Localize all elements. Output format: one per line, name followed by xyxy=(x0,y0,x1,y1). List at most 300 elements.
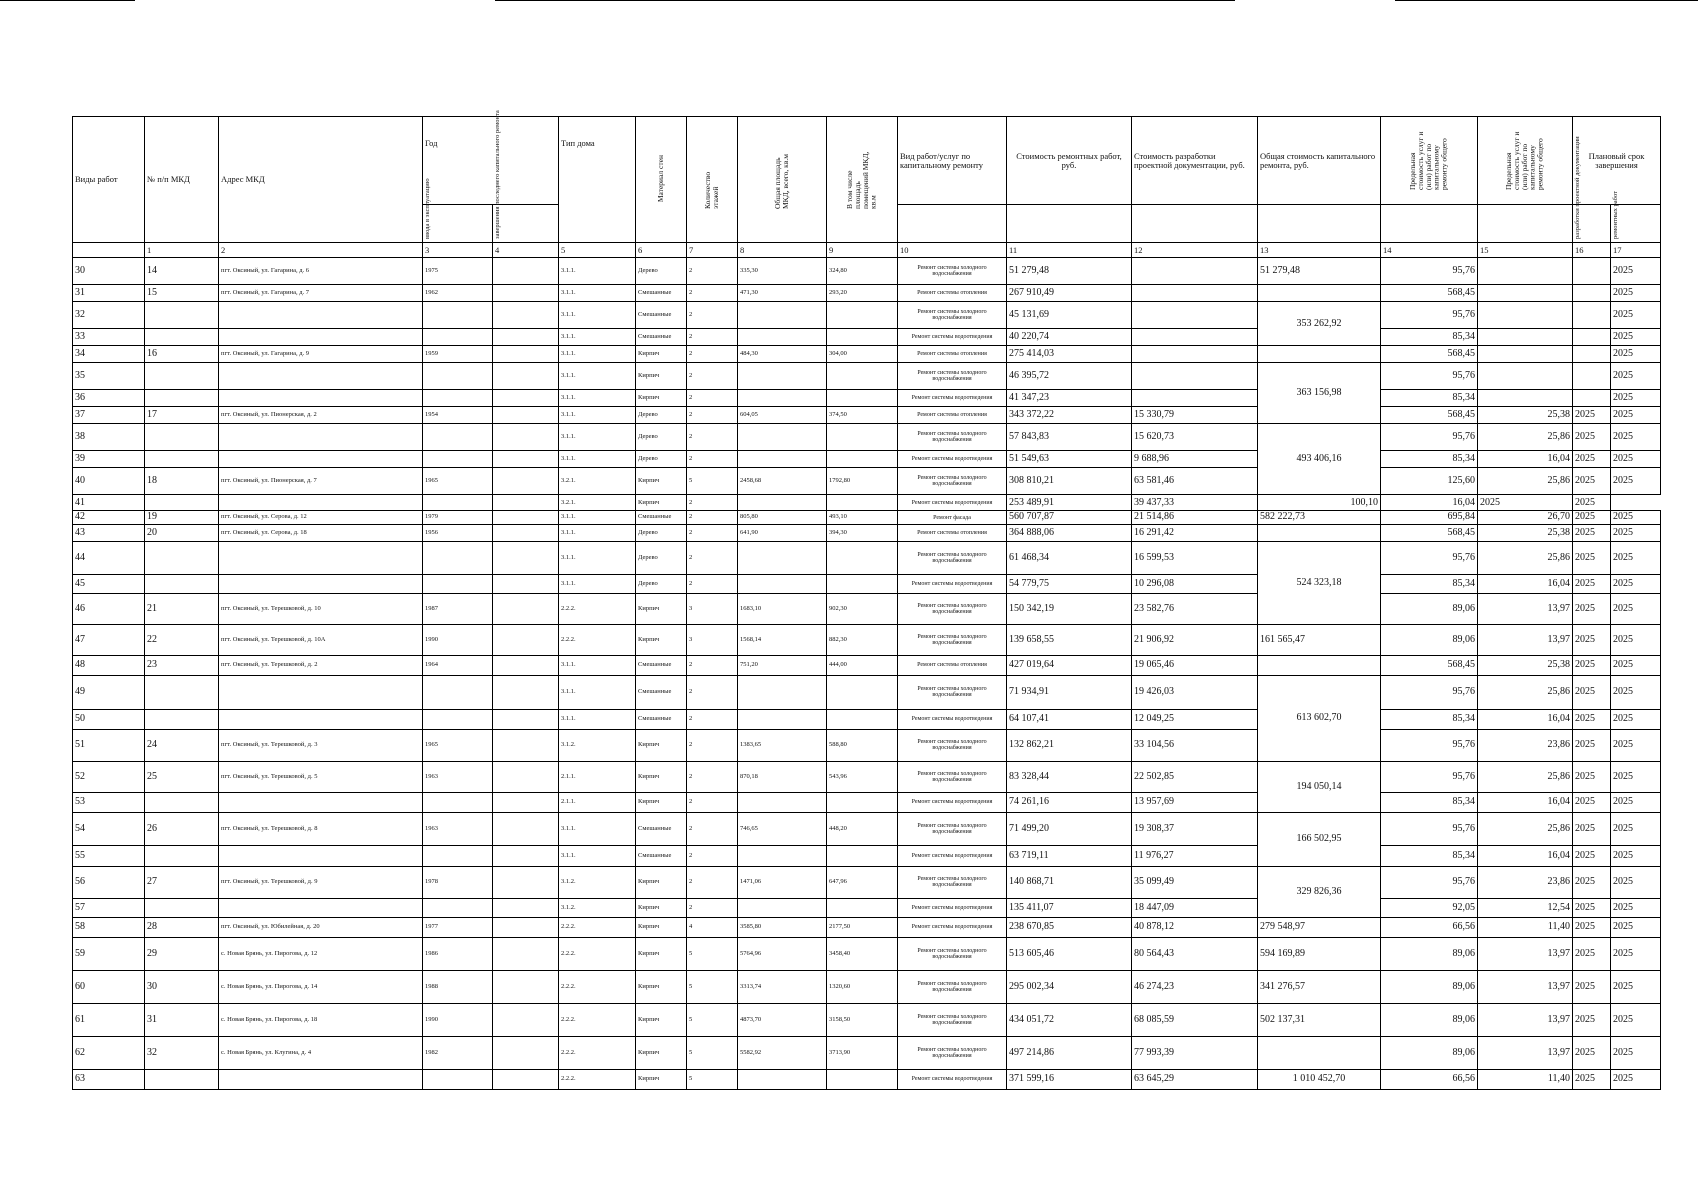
deadline-design xyxy=(1573,302,1611,329)
limit-cost-design: 25,86 xyxy=(1478,468,1573,495)
deadline-works: 2025 xyxy=(1611,845,1661,866)
premises-area: 543,96 xyxy=(827,761,898,792)
work-kind: Ремонт системы водоотведения xyxy=(898,917,1007,937)
limit-cost-design: 25,86 xyxy=(1478,424,1573,451)
limit-cost-works: 89,06 xyxy=(1381,1003,1478,1036)
floors: 3 xyxy=(687,624,738,655)
house-type: 3.1.1. xyxy=(559,407,636,424)
table-row xyxy=(73,346,1661,363)
repair-cost: 51 549,63 xyxy=(1007,451,1132,468)
mkd-number xyxy=(145,1069,219,1089)
limit-cost-design: 16,04 xyxy=(1478,451,1573,468)
deadline-works: 2025 xyxy=(1611,866,1661,898)
premises-area xyxy=(827,451,898,468)
wall-material: Смешанные xyxy=(636,329,687,346)
address: с. Новая Брянь, ул. Пирогова, д. 12 xyxy=(219,937,423,970)
total-area: 5764,96 xyxy=(738,937,827,970)
design-cost: 77 993,39 xyxy=(1132,1036,1258,1069)
wall-material: Смешанные xyxy=(636,845,687,866)
header-house-type: Тип дома xyxy=(559,117,636,243)
premises-area: 304,00 xyxy=(827,346,898,363)
house-type: 2.1.1. xyxy=(559,792,636,812)
deadline-design: 2025 xyxy=(1573,541,1611,574)
premises-area: 2177,50 xyxy=(827,917,898,937)
year-commissioning xyxy=(423,541,493,574)
row-index: 56 xyxy=(73,866,145,898)
year-commissioning xyxy=(423,495,493,511)
mkd-number: 20 xyxy=(145,524,219,541)
table-row xyxy=(73,624,1661,655)
deadline-design: 2025 xyxy=(1573,1003,1611,1036)
total-cost: 363 156,98 xyxy=(1258,363,1381,424)
floors: 2 xyxy=(687,451,738,468)
header-work-types: Виды работ xyxy=(73,117,145,243)
deadline-works: 2025 xyxy=(1611,675,1661,709)
floors: 2 xyxy=(687,285,738,302)
floors: 2 xyxy=(687,761,738,792)
work-kind: Ремонт системы отопления xyxy=(898,407,1007,424)
colnum: 10 xyxy=(898,243,1007,258)
address: с. Новая Брянь, ул. Пирогова, д. 14 xyxy=(219,970,423,1003)
table-row xyxy=(73,729,1661,761)
mkd-number xyxy=(145,898,219,917)
work-kind: Ремонт системы холодного водоснабжения xyxy=(898,729,1007,761)
mkd-number: 23 xyxy=(145,655,219,675)
total-cost: 161 565,47 xyxy=(1258,624,1381,655)
year-last-repair xyxy=(493,1036,559,1069)
work-kind: Ремонт системы водоотведения xyxy=(898,792,1007,812)
wall-material: Кирпич xyxy=(636,729,687,761)
design-cost xyxy=(1132,285,1258,302)
floors: 2 xyxy=(687,812,738,845)
limit-cost-works: 95,76 xyxy=(1381,424,1478,451)
design-cost: 15 620,73 xyxy=(1132,424,1258,451)
limit-cost-design: 16,04 xyxy=(1478,574,1573,593)
repair-cost: 71 934,91 xyxy=(1007,675,1132,709)
limit-cost-design: 16,04 xyxy=(1478,709,1573,729)
wall-material: Кирпич xyxy=(636,593,687,624)
row-index: 54 xyxy=(73,812,145,845)
design-cost xyxy=(1132,258,1258,285)
year-last-repair xyxy=(493,285,559,302)
mkd-number xyxy=(145,675,219,709)
repair-cost: 140 868,71 xyxy=(1007,866,1132,898)
address: пгт. Оксиный, ул. Серова, д. 18 xyxy=(219,524,423,541)
year-commissioning: 1982 xyxy=(423,1036,493,1069)
deadline-works: 2025 xyxy=(1611,729,1661,761)
deadline-works: 2025 xyxy=(1611,1069,1661,1089)
design-cost: 13 957,69 xyxy=(1132,792,1258,812)
premises-area: 647,96 xyxy=(827,866,898,898)
repair-cost: 83 328,44 xyxy=(1007,761,1132,792)
design-cost: 46 274,23 xyxy=(1132,970,1258,1003)
year-commissioning xyxy=(423,302,493,329)
deadline-design: 2025 xyxy=(1478,495,1573,511)
work-kind: Ремонт системы водоотведения xyxy=(898,451,1007,468)
floors: 2 xyxy=(687,407,738,424)
total-area: 4873,70 xyxy=(738,1003,827,1036)
address: пгт. Оксиный, ул. Гагарина, д. 9 xyxy=(219,346,423,363)
wall-material: Кирпич xyxy=(636,761,687,792)
work-kind: Ремонт системы водоотведения xyxy=(898,709,1007,729)
year-last-repair xyxy=(493,866,559,898)
limit-cost-works: 89,06 xyxy=(1381,937,1478,970)
colnum: 9 xyxy=(827,243,898,258)
repair-cost: 63 719,11 xyxy=(1007,845,1132,866)
year-commissioning: 1988 xyxy=(423,970,493,1003)
floors: 5 xyxy=(687,468,738,495)
limit-cost-design: 11,40 xyxy=(1478,917,1573,937)
repair-cost: 150 342,19 xyxy=(1007,593,1132,624)
premises-area xyxy=(827,541,898,574)
row-index: 42 xyxy=(73,511,145,525)
repair-cost: 238 670,85 xyxy=(1007,917,1132,937)
design-cost: 63 581,46 xyxy=(1132,468,1258,495)
design-cost: 19 426,03 xyxy=(1132,675,1258,709)
header-row xyxy=(73,117,1661,205)
address: пгт. Оксиный, ул. Гагарина, д. 7 xyxy=(219,285,423,302)
work-kind: Ремонт системы водоотведения xyxy=(898,390,1007,407)
deadline-design: 2025 xyxy=(1573,1069,1611,1089)
premises-area: 444,00 xyxy=(827,655,898,675)
header-address: Адрес МКД xyxy=(219,117,423,243)
total-area xyxy=(738,424,827,451)
work-kind: Ремонт системы холодного водоснабжения xyxy=(898,761,1007,792)
repair-cost: 132 862,21 xyxy=(1007,729,1132,761)
table-row xyxy=(73,285,1661,302)
repair-cost: 253 489,91 xyxy=(1007,495,1132,511)
year-last-repair xyxy=(493,390,559,407)
deadline-design: 2025 xyxy=(1573,593,1611,624)
year-last-repair xyxy=(493,845,559,866)
address xyxy=(219,541,423,574)
work-kind: Ремонт системы холодного водоснабжения xyxy=(898,812,1007,845)
row-index: 51 xyxy=(73,729,145,761)
wall-material: Кирпич xyxy=(636,624,687,655)
floors: 2 xyxy=(687,390,738,407)
deadline-design xyxy=(1573,363,1611,390)
total-cost: 341 276,57 xyxy=(1258,970,1381,1003)
limit-cost-works: 568,45 xyxy=(1381,346,1478,363)
header-year-last-repair: завершения последнего капитального ремонта xyxy=(493,205,559,243)
address: пгт. Оксиный, ул. Терешковой, д. 8 xyxy=(219,812,423,845)
house-type: 3.1.1. xyxy=(559,285,636,302)
house-type: 2.2.2. xyxy=(559,1003,636,1036)
design-cost: 16 291,42 xyxy=(1132,524,1258,541)
limit-cost-design xyxy=(1478,329,1573,346)
deadline-design: 2025 xyxy=(1573,1036,1611,1069)
work-kind: Ремонт системы холодного водоснабжения xyxy=(898,624,1007,655)
colnum xyxy=(73,243,145,258)
address xyxy=(219,709,423,729)
design-cost: 22 502,85 xyxy=(1132,761,1258,792)
total-cost: 166 502,95 xyxy=(1258,812,1381,866)
premises-area xyxy=(827,495,898,511)
house-type: 3.1.2. xyxy=(559,898,636,917)
table-row xyxy=(73,495,1661,511)
deadline-design: 2025 xyxy=(1573,792,1611,812)
design-cost xyxy=(1132,329,1258,346)
design-cost: 21 514,86 xyxy=(1132,511,1258,525)
limit-cost-design: 13,97 xyxy=(1478,593,1573,624)
design-cost xyxy=(1132,363,1258,390)
work-kind: Ремонт системы холодного водоснабжения xyxy=(898,468,1007,495)
repair-cost: 295 002,34 xyxy=(1007,970,1132,1003)
total-area xyxy=(738,329,827,346)
limit-cost-works: 568,45 xyxy=(1381,655,1478,675)
mkd-number: 14 xyxy=(145,258,219,285)
colnum: 11 xyxy=(1007,243,1132,258)
mkd-number: 16 xyxy=(145,346,219,363)
floors: 2 xyxy=(687,866,738,898)
premises-area: 902,30 xyxy=(827,593,898,624)
limit-cost-works: 92,05 xyxy=(1381,898,1478,917)
premises-area xyxy=(827,390,898,407)
design-cost: 39 437,33 xyxy=(1132,495,1258,511)
total-area xyxy=(738,845,827,866)
limit-cost-works: 66,56 xyxy=(1381,1069,1478,1089)
total-area: 484,30 xyxy=(738,346,827,363)
mkd-number xyxy=(145,424,219,451)
header-deadline-design: разработки проектной документации xyxy=(1573,205,1611,243)
total-area xyxy=(738,709,827,729)
limit-cost-design: 25,86 xyxy=(1478,761,1573,792)
address xyxy=(219,424,423,451)
total-area: 471,30 xyxy=(738,285,827,302)
header-limit-cost-works: Предельная стоимость услуг и (или) работ по капитальному ремонту общего xyxy=(1381,117,1478,205)
total-area: 1568,14 xyxy=(738,624,827,655)
year-commissioning: 1963 xyxy=(423,812,493,845)
design-cost: 80 564,43 xyxy=(1132,937,1258,970)
address xyxy=(219,495,423,511)
work-kind: Ремонт системы отопления xyxy=(898,655,1007,675)
year-last-repair xyxy=(493,1069,559,1089)
row-index: 57 xyxy=(73,898,145,917)
house-type: 3.1.1. xyxy=(559,709,636,729)
premises-area: 374,50 xyxy=(827,407,898,424)
floors: 2 xyxy=(687,574,738,593)
year-last-repair xyxy=(493,329,559,346)
year-last-repair xyxy=(493,655,559,675)
repair-cost: 41 347,23 xyxy=(1007,390,1132,407)
limit-cost-design: 13,97 xyxy=(1478,937,1573,970)
limit-cost-works: 85,34 xyxy=(1381,390,1478,407)
table-row xyxy=(73,937,1661,970)
year-commissioning xyxy=(423,898,493,917)
year-last-repair xyxy=(493,495,559,511)
address: пгт. Оксиный, ул. Серова, д. 12 xyxy=(219,511,423,525)
total-area xyxy=(738,390,827,407)
colnum: 14 xyxy=(1381,243,1478,258)
premises-area xyxy=(827,302,898,329)
year-last-repair xyxy=(493,1003,559,1036)
year-last-repair xyxy=(493,524,559,541)
work-kind: Ремонт системы холодного водоснабжения xyxy=(898,541,1007,574)
year-commissioning: 1965 xyxy=(423,468,493,495)
header-design-cost: Стоимость разработки проектной документации, руб. xyxy=(1132,117,1258,205)
year-last-repair xyxy=(493,511,559,525)
deadline-works: 2025 xyxy=(1611,468,1661,495)
table-row xyxy=(73,302,1661,329)
floors: 2 xyxy=(687,302,738,329)
deadline-design: 2025 xyxy=(1573,407,1611,424)
floors: 5 xyxy=(687,970,738,1003)
house-type: 2.2.2. xyxy=(559,1069,636,1089)
limit-cost-design: 25,38 xyxy=(1478,655,1573,675)
address: пгт. Оксиный, ул. Терешковой, д. 10 xyxy=(219,593,423,624)
work-kind: Ремонт системы водоотведения xyxy=(898,495,1007,511)
wall-material: Кирпич xyxy=(636,792,687,812)
wall-material: Кирпич xyxy=(636,1036,687,1069)
row-index: 60 xyxy=(73,970,145,1003)
repair-cost: 57 843,83 xyxy=(1007,424,1132,451)
total-area: 870,18 xyxy=(738,761,827,792)
wall-material: Смешанные xyxy=(636,709,687,729)
house-type: 3.1.1. xyxy=(559,812,636,845)
total-cost xyxy=(1258,346,1381,363)
work-kind: Ремонт системы холодного водоснабжения xyxy=(898,675,1007,709)
house-type: 3.1.1. xyxy=(559,511,636,525)
premises-area: 588,80 xyxy=(827,729,898,761)
repair-cost: 371 599,16 xyxy=(1007,1069,1132,1089)
wall-material: Кирпич xyxy=(636,917,687,937)
table-row xyxy=(73,792,1661,812)
work-kind: Ремонт системы холодного водоснабжения xyxy=(898,258,1007,285)
wall-material: Дерево xyxy=(636,574,687,593)
limit-cost-works: 85,34 xyxy=(1381,574,1478,593)
header-wall-material: Материал стен xyxy=(636,117,687,243)
deadline-design xyxy=(1573,390,1611,407)
house-type: 3.1.1. xyxy=(559,258,636,285)
row-index: 37 xyxy=(73,407,145,424)
wall-material: Кирпич xyxy=(636,866,687,898)
address: пгт. Оксиный, ул. Терешковой, д. 9 xyxy=(219,866,423,898)
year-last-repair xyxy=(493,258,559,285)
deadline-works: 2025 xyxy=(1611,363,1661,390)
year-last-repair xyxy=(493,898,559,917)
header-premises-area: В том числе площадь помещений МКД, кв.м xyxy=(827,117,898,243)
year-commissioning: 1978 xyxy=(423,866,493,898)
total-area: 746,65 xyxy=(738,812,827,845)
design-cost: 19 308,37 xyxy=(1132,812,1258,845)
deadline-works: 2025 xyxy=(1611,524,1661,541)
limit-cost-design xyxy=(1478,390,1573,407)
work-kind: Ремонт системы водоотведения xyxy=(898,329,1007,346)
limit-cost-design: 13,97 xyxy=(1478,1036,1573,1069)
floors: 3 xyxy=(687,593,738,624)
deadline-works: 2025 xyxy=(1611,390,1661,407)
mkd-number xyxy=(145,792,219,812)
address xyxy=(219,329,423,346)
total-area: 641,90 xyxy=(738,524,827,541)
deadline-works: 2025 xyxy=(1611,655,1661,675)
deadline-works: 2025 xyxy=(1611,792,1661,812)
capital-repair-table xyxy=(72,110,1661,1090)
house-type: 3.1.2. xyxy=(559,729,636,761)
year-last-repair xyxy=(493,302,559,329)
house-type: 3.1.1. xyxy=(559,524,636,541)
wall-material: Кирпич xyxy=(636,346,687,363)
design-cost: 21 906,92 xyxy=(1132,624,1258,655)
row-index: 45 xyxy=(73,574,145,593)
deadline-works: 2025 xyxy=(1611,302,1661,329)
design-cost xyxy=(1132,302,1258,329)
wall-material: Смешанные xyxy=(636,302,687,329)
deadline-works: 2025 xyxy=(1611,424,1661,451)
deadline-works: 2025 xyxy=(1611,511,1661,525)
deadline-design: 2025 xyxy=(1573,468,1611,495)
header-deadline-works: ремонтных работ xyxy=(1611,205,1661,243)
total-area xyxy=(738,363,827,390)
limit-cost-design xyxy=(1478,346,1573,363)
year-commissioning xyxy=(423,845,493,866)
work-kind: Ремонт системы водоотведения xyxy=(898,845,1007,866)
limit-cost-works: 100,10 xyxy=(1258,495,1381,511)
top-border-left xyxy=(0,0,135,1)
design-cost: 10 296,08 xyxy=(1132,574,1258,593)
colnum: 1 xyxy=(145,243,219,258)
address: пгт. Оксиный, ул. Пионерская, д. 7 xyxy=(219,468,423,495)
row-index: 36 xyxy=(73,390,145,407)
wall-material: Дерево xyxy=(636,424,687,451)
limit-cost-works: 85,34 xyxy=(1381,845,1478,866)
limit-cost-design: 13,97 xyxy=(1478,1003,1573,1036)
deadline-works: 2025 xyxy=(1611,451,1661,468)
address: с. Новая Брянь, ул. Пирогова, д. 18 xyxy=(219,1003,423,1036)
total-cost: 353 262,92 xyxy=(1258,302,1381,346)
house-type: 3.1.1. xyxy=(559,302,636,329)
premises-area: 394,30 xyxy=(827,524,898,541)
year-last-repair xyxy=(493,468,559,495)
mkd-number xyxy=(145,845,219,866)
house-type: 3.2.1. xyxy=(559,495,636,511)
deadline-design: 2025 xyxy=(1573,970,1611,1003)
deadline-works: 2025 xyxy=(1611,624,1661,655)
total-cost: 329 826,36 xyxy=(1258,866,1381,917)
deadline-works: 2025 xyxy=(1611,285,1661,302)
work-kind: Ремонт системы холодного водоснабжения xyxy=(898,970,1007,1003)
premises-area: 3713,90 xyxy=(827,1036,898,1069)
floors: 5 xyxy=(687,1069,738,1089)
address: пгт. Оксиный, ул. Терешковой, д. 5 xyxy=(219,761,423,792)
column-number-row xyxy=(73,243,1661,258)
colnum: 8 xyxy=(738,243,827,258)
address xyxy=(219,390,423,407)
total-area: 5582,92 xyxy=(738,1036,827,1069)
header-mkd-number: № п/п МКД xyxy=(145,117,219,243)
limit-cost-works: 95,76 xyxy=(1381,729,1478,761)
mkd-number xyxy=(145,574,219,593)
year-last-repair xyxy=(493,761,559,792)
wall-material: Дерево xyxy=(636,407,687,424)
table-row xyxy=(73,451,1661,468)
year-commissioning: 1986 xyxy=(423,937,493,970)
house-type: 2.2.2. xyxy=(559,593,636,624)
colnum: 2 xyxy=(219,243,423,258)
floors: 2 xyxy=(687,346,738,363)
work-kind: Ремонт системы холодного водоснабжения xyxy=(898,866,1007,898)
mkd-number: 31 xyxy=(145,1003,219,1036)
header-repair-cost: Стоимость ремонтных работ, руб. xyxy=(1007,117,1132,205)
repair-cost: 74 261,16 xyxy=(1007,792,1132,812)
table-row xyxy=(73,511,1661,525)
limit-cost-works: 89,06 xyxy=(1381,970,1478,1003)
mkd-number xyxy=(145,541,219,574)
limit-cost-works: 85,34 xyxy=(1381,329,1478,346)
repair-cost: 513 605,46 xyxy=(1007,937,1132,970)
work-kind: Ремонт системы отопления xyxy=(898,524,1007,541)
premises-area xyxy=(827,329,898,346)
